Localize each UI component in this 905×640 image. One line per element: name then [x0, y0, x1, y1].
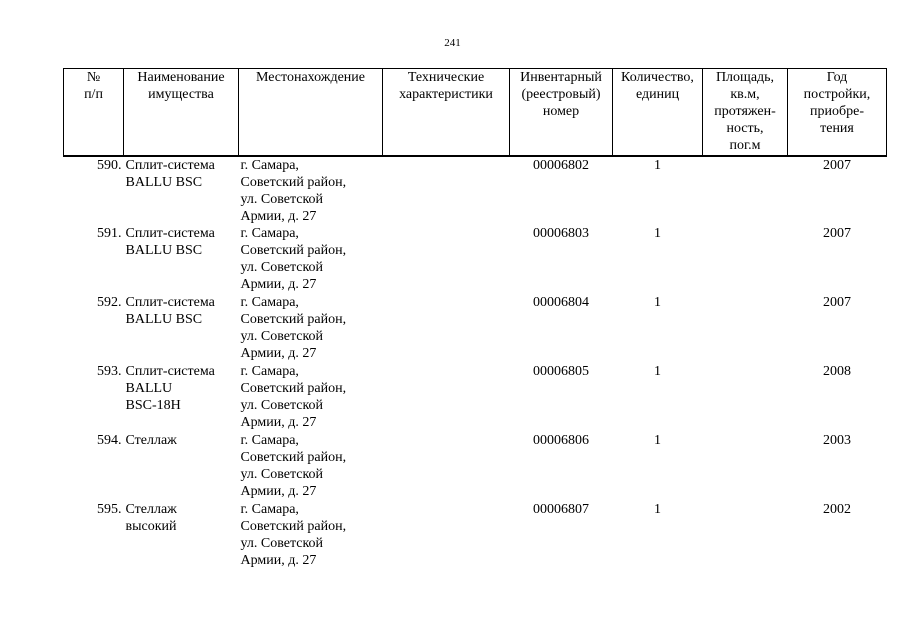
item-location-line: Советский район, [240, 175, 347, 190]
header-line: Технические [407, 70, 485, 85]
header-line: Инвентарный [520, 70, 602, 85]
item-technical [383, 225, 510, 294]
table-row [64, 294, 887, 363]
item-location-line: г. Самара, [240, 226, 299, 241]
item-technical [383, 156, 510, 225]
item-name [124, 225, 239, 294]
item-location [239, 501, 383, 573]
row-number: 590. [97, 158, 122, 173]
item-name-line: BALLU [125, 381, 173, 396]
header-line: ность, [726, 121, 764, 136]
item-location-line: Армии, д. 27 [240, 415, 317, 430]
item-location-line: Армии, д. 27 [240, 553, 317, 568]
table-row [64, 363, 887, 432]
item-name-line: BALLU BSC [125, 243, 203, 258]
item-location-line: Советский район, [240, 243, 347, 258]
header-line: имущества [148, 87, 214, 102]
item-location [239, 363, 383, 432]
row-number: 591. [97, 226, 122, 241]
item-inventory-number: 00006804 [533, 295, 589, 310]
item-location-line: ул. Советской [240, 398, 324, 413]
item-technical [383, 501, 510, 573]
item-location-line: г. Самара, [240, 433, 299, 448]
item-location-line: Советский район, [240, 450, 347, 465]
table-row [64, 225, 887, 294]
item-location-line: г. Самара, [240, 364, 299, 379]
item-area [703, 156, 788, 225]
property-table [63, 68, 887, 573]
item-location-line: Советский район, [240, 312, 347, 327]
item-name-line: Сплит-система [125, 226, 215, 241]
item-name-line: BALLU BSC [125, 175, 203, 190]
item-location [239, 156, 383, 225]
item-technical [383, 294, 510, 363]
table-row [64, 432, 887, 501]
table-row [64, 156, 887, 225]
item-name-line: Сплит-система [125, 364, 215, 379]
item-area [703, 432, 788, 501]
item-location-line: ул. Советской [240, 329, 324, 344]
item-name [124, 432, 239, 501]
item-year: 2002 [823, 502, 851, 517]
header-line: № [86, 70, 101, 85]
item-inventory-number: 00006807 [533, 502, 589, 517]
item-quantity: 1 [654, 295, 661, 310]
item-location-line: Советский район, [240, 381, 347, 396]
item-location [239, 294, 383, 363]
item-name [124, 156, 239, 225]
header-line: п/п [84, 87, 103, 102]
item-year: 2007 [823, 158, 851, 173]
item-quantity: 1 [654, 364, 661, 379]
item-name-line: Стеллаж [125, 433, 177, 448]
header-inventory [510, 69, 613, 157]
item-year: 2007 [823, 226, 851, 241]
header-number [64, 69, 124, 157]
table-body [64, 156, 887, 573]
item-quantity: 1 [654, 433, 661, 448]
table-row [64, 501, 887, 573]
item-name-line: Сплит-система [125, 158, 215, 173]
item-name-line: высокий [125, 519, 177, 534]
item-location-line: Армии, д. 27 [240, 484, 317, 499]
item-name-line: Сплит-система [125, 295, 215, 310]
row-number: 592. [97, 295, 122, 310]
header-line: Количество, [621, 70, 694, 85]
item-location [239, 432, 383, 501]
item-location-line: г. Самара, [240, 158, 299, 173]
item-quantity: 1 [654, 158, 661, 173]
header-line: (реестровый) [521, 87, 601, 102]
item-location-line: ул. Советской [240, 192, 324, 207]
item-inventory-number: 00006802 [533, 158, 589, 173]
item-technical [383, 432, 510, 501]
header-line: Площадь, [715, 70, 775, 85]
item-name [124, 501, 239, 573]
item-year: 2007 [823, 295, 851, 310]
item-name [124, 294, 239, 363]
item-area [703, 363, 788, 432]
item-name [124, 363, 239, 432]
item-inventory-number: 00006803 [533, 226, 589, 241]
header-quantity [613, 69, 703, 157]
header-line: Наименование [137, 70, 225, 85]
item-location [239, 225, 383, 294]
header-line: постройки, [803, 87, 871, 102]
item-location-line: Советский район, [240, 519, 347, 534]
header-line: номер [542, 104, 580, 119]
page-number: 241 [444, 37, 461, 49]
item-location-line: г. Самара, [240, 502, 299, 517]
item-area [703, 501, 788, 573]
item-location-line: г. Самара, [240, 295, 299, 310]
header-line: единиц [635, 87, 680, 102]
item-location-line: Армии, д. 27 [240, 209, 317, 224]
item-name-line: BSC-18H [125, 398, 181, 413]
row-number: 594. [97, 433, 122, 448]
item-inventory-number: 00006806 [533, 433, 589, 448]
item-location-line: ул. Советской [240, 260, 324, 275]
item-year: 2003 [823, 433, 851, 448]
item-quantity: 1 [654, 502, 661, 517]
item-year: 2008 [823, 364, 851, 379]
header-line: кв.м, [730, 87, 760, 102]
header-name [124, 69, 239, 157]
row-number: 593. [97, 364, 122, 379]
header-line: приобре- [810, 104, 864, 119]
header-line: характеристики [399, 87, 493, 102]
header-technical [383, 69, 510, 157]
item-quantity: 1 [654, 226, 661, 241]
header-area [703, 69, 788, 157]
header-year [788, 69, 887, 157]
header-line: пог.м [729, 138, 761, 153]
item-name-line: BALLU BSC [125, 312, 203, 327]
item-name-line: Стеллаж [125, 502, 177, 517]
item-location-line: Армии, д. 27 [240, 277, 317, 292]
header-line: протяжен- [714, 104, 776, 119]
item-location-line: ул. Советской [240, 536, 324, 551]
header-location [239, 69, 383, 157]
item-inventory-number: 00006805 [533, 364, 589, 379]
item-area [703, 225, 788, 294]
item-technical [383, 363, 510, 432]
item-location-line: Армии, д. 27 [240, 346, 317, 361]
header-line: Местонахождение [255, 70, 365, 85]
header-line: тения [820, 121, 854, 136]
table-header-row [64, 69, 887, 157]
header-line: Год [826, 70, 848, 85]
item-area [703, 294, 788, 363]
item-location-line: ул. Советской [240, 467, 324, 482]
row-number: 595. [97, 502, 122, 517]
